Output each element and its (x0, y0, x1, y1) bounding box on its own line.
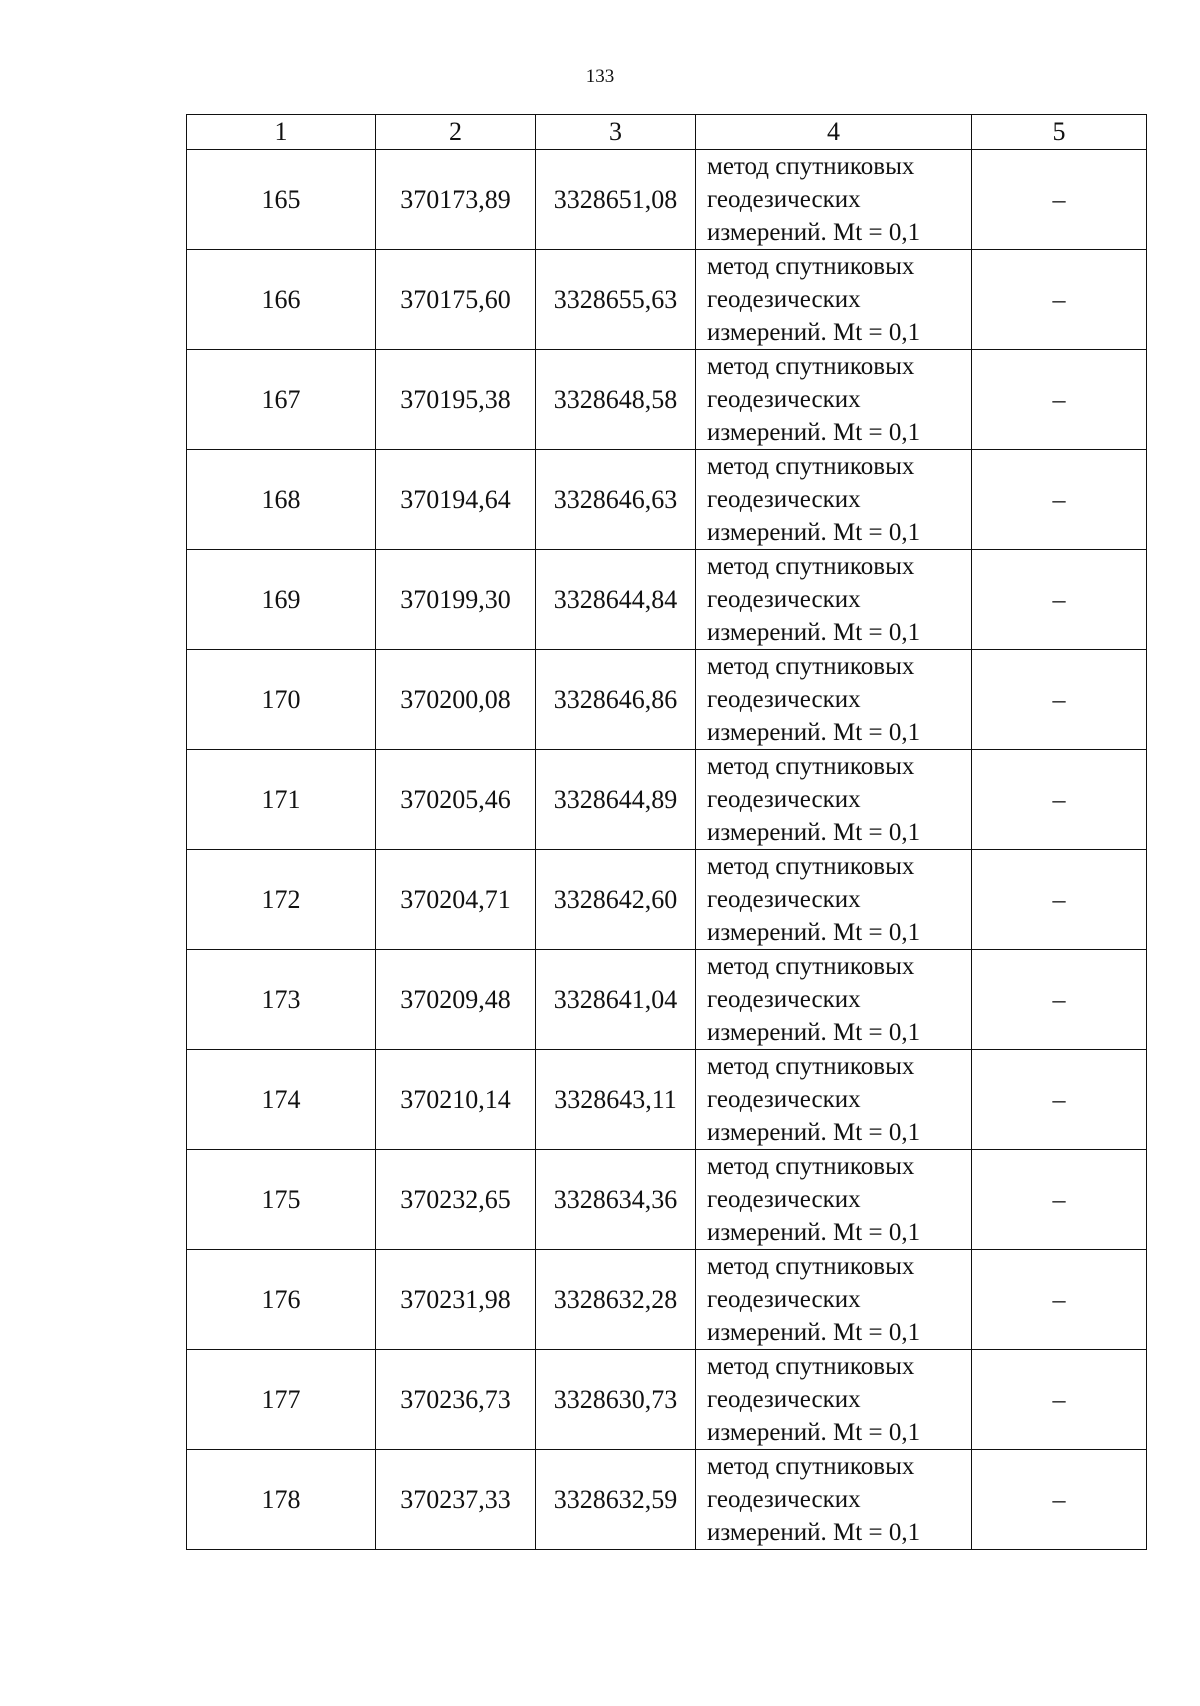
table-row (187, 1050, 1147, 1150)
y-coordinate-cell: 3328641,04 (536, 950, 696, 1050)
y-coordinate-cell: 3328632,59 (536, 1450, 696, 1550)
method-cell: метод спутниковых геодезических измерений. Mt = 0,1 (696, 1250, 972, 1350)
method-cell: метод спутниковых геодезических измерений. Mt = 0,1 (696, 550, 972, 650)
note-cell: – (972, 650, 1147, 750)
table-row (187, 1150, 1147, 1250)
x-coordinate-cell: 370194,64 (376, 450, 536, 550)
method-cell: метод спутниковых геодезических измерений. Mt = 0,1 (696, 1050, 972, 1150)
table-row (187, 650, 1147, 750)
point-number-cell: 168 (187, 450, 376, 550)
x-coordinate-cell: 370236,73 (376, 1350, 536, 1450)
method-cell: метод спутниковых геодезических измерений. Mt = 0,1 (696, 1450, 972, 1550)
method-cell: метод спутниковых геодезических измерений. Mt = 0,1 (696, 950, 972, 1050)
note-cell: – (972, 1450, 1147, 1550)
column-header-1: 1 (187, 115, 376, 150)
note-cell: – (972, 1150, 1147, 1250)
table-row (187, 150, 1147, 250)
y-coordinate-cell: 3328646,63 (536, 450, 696, 550)
note-cell: – (972, 850, 1147, 950)
point-number-cell: 169 (187, 550, 376, 650)
method-cell: метод спутниковых геодезических измерений. Mt = 0,1 (696, 250, 972, 350)
y-coordinate-cell: 3328644,89 (536, 750, 696, 850)
x-coordinate-cell: 370173,89 (376, 150, 536, 250)
table-row (187, 750, 1147, 850)
table-row (187, 1250, 1147, 1350)
method-cell: метод спутниковых геодезических измерений. Mt = 0,1 (696, 1150, 972, 1250)
y-coordinate-cell: 3328644,84 (536, 550, 696, 650)
page-number: 133 (585, 66, 615, 87)
note-cell: – (972, 950, 1147, 1050)
note-cell: – (972, 1250, 1147, 1350)
point-number-cell: 178 (187, 1450, 376, 1550)
method-cell: метод спутниковых геодезических измерений. Mt = 0,1 (696, 850, 972, 950)
point-number-cell: 176 (187, 1250, 376, 1350)
table-row (187, 1450, 1147, 1550)
x-coordinate-cell: 370195,38 (376, 350, 536, 450)
y-coordinate-cell: 3328646,86 (536, 650, 696, 750)
table-row (187, 850, 1147, 950)
x-coordinate-cell: 370204,71 (376, 850, 536, 950)
method-cell: метод спутниковых геодезических измерений. Mt = 0,1 (696, 450, 972, 550)
x-coordinate-cell: 370200,08 (376, 650, 536, 750)
table-header-row (187, 115, 1147, 150)
point-number-cell: 166 (187, 250, 376, 350)
table-row (187, 250, 1147, 350)
x-coordinate-cell: 370210,14 (376, 1050, 536, 1150)
column-header-4: 4 (696, 115, 972, 150)
table-row (187, 1350, 1147, 1450)
y-coordinate-cell: 3328655,63 (536, 250, 696, 350)
note-cell: – (972, 1350, 1147, 1450)
x-coordinate-cell: 370209,48 (376, 950, 536, 1050)
y-coordinate-cell: 3328630,73 (536, 1350, 696, 1450)
x-coordinate-cell: 370232,65 (376, 1150, 536, 1250)
table-row (187, 950, 1147, 1050)
note-cell: – (972, 150, 1147, 250)
table-row (187, 550, 1147, 650)
note-cell: – (972, 250, 1147, 350)
point-number-cell: 174 (187, 1050, 376, 1150)
y-coordinate-cell: 3328632,28 (536, 1250, 696, 1350)
method-cell: метод спутниковых геодезических измерений. Mt = 0,1 (696, 650, 972, 750)
point-number-cell: 177 (187, 1350, 376, 1450)
table-body (187, 150, 1147, 1550)
x-coordinate-cell: 370205,46 (376, 750, 536, 850)
point-number-cell: 165 (187, 150, 376, 250)
point-number-cell: 172 (187, 850, 376, 950)
point-number-cell: 170 (187, 650, 376, 750)
note-cell: – (972, 550, 1147, 650)
y-coordinate-cell: 3328634,36 (536, 1150, 696, 1250)
coordinates-table (186, 114, 1147, 1550)
method-cell: метод спутниковых геодезических измерений. Mt = 0,1 (696, 350, 972, 450)
note-cell: – (972, 750, 1147, 850)
method-cell: метод спутниковых геодезических измерений. Mt = 0,1 (696, 1350, 972, 1450)
point-number-cell: 175 (187, 1150, 376, 1250)
point-number-cell: 173 (187, 950, 376, 1050)
column-header-5: 5 (972, 115, 1147, 150)
note-cell: – (972, 450, 1147, 550)
table-row (187, 450, 1147, 550)
y-coordinate-cell: 3328642,60 (536, 850, 696, 950)
x-coordinate-cell: 370237,33 (376, 1450, 536, 1550)
column-header-3: 3 (536, 115, 696, 150)
note-cell: – (972, 350, 1147, 450)
x-coordinate-cell: 370175,60 (376, 250, 536, 350)
note-cell: – (972, 1050, 1147, 1150)
x-coordinate-cell: 370199,30 (376, 550, 536, 650)
y-coordinate-cell: 3328651,08 (536, 150, 696, 250)
point-number-cell: 171 (187, 750, 376, 850)
table-row (187, 350, 1147, 450)
method-cell: метод спутниковых геодезических измерений. Mt = 0,1 (696, 150, 972, 250)
column-header-2: 2 (376, 115, 536, 150)
point-number-cell: 167 (187, 350, 376, 450)
y-coordinate-cell: 3328648,58 (536, 350, 696, 450)
x-coordinate-cell: 370231,98 (376, 1250, 536, 1350)
y-coordinate-cell: 3328643,11 (536, 1050, 696, 1150)
method-cell: метод спутниковых геодезических измерений. Mt = 0,1 (696, 750, 972, 850)
